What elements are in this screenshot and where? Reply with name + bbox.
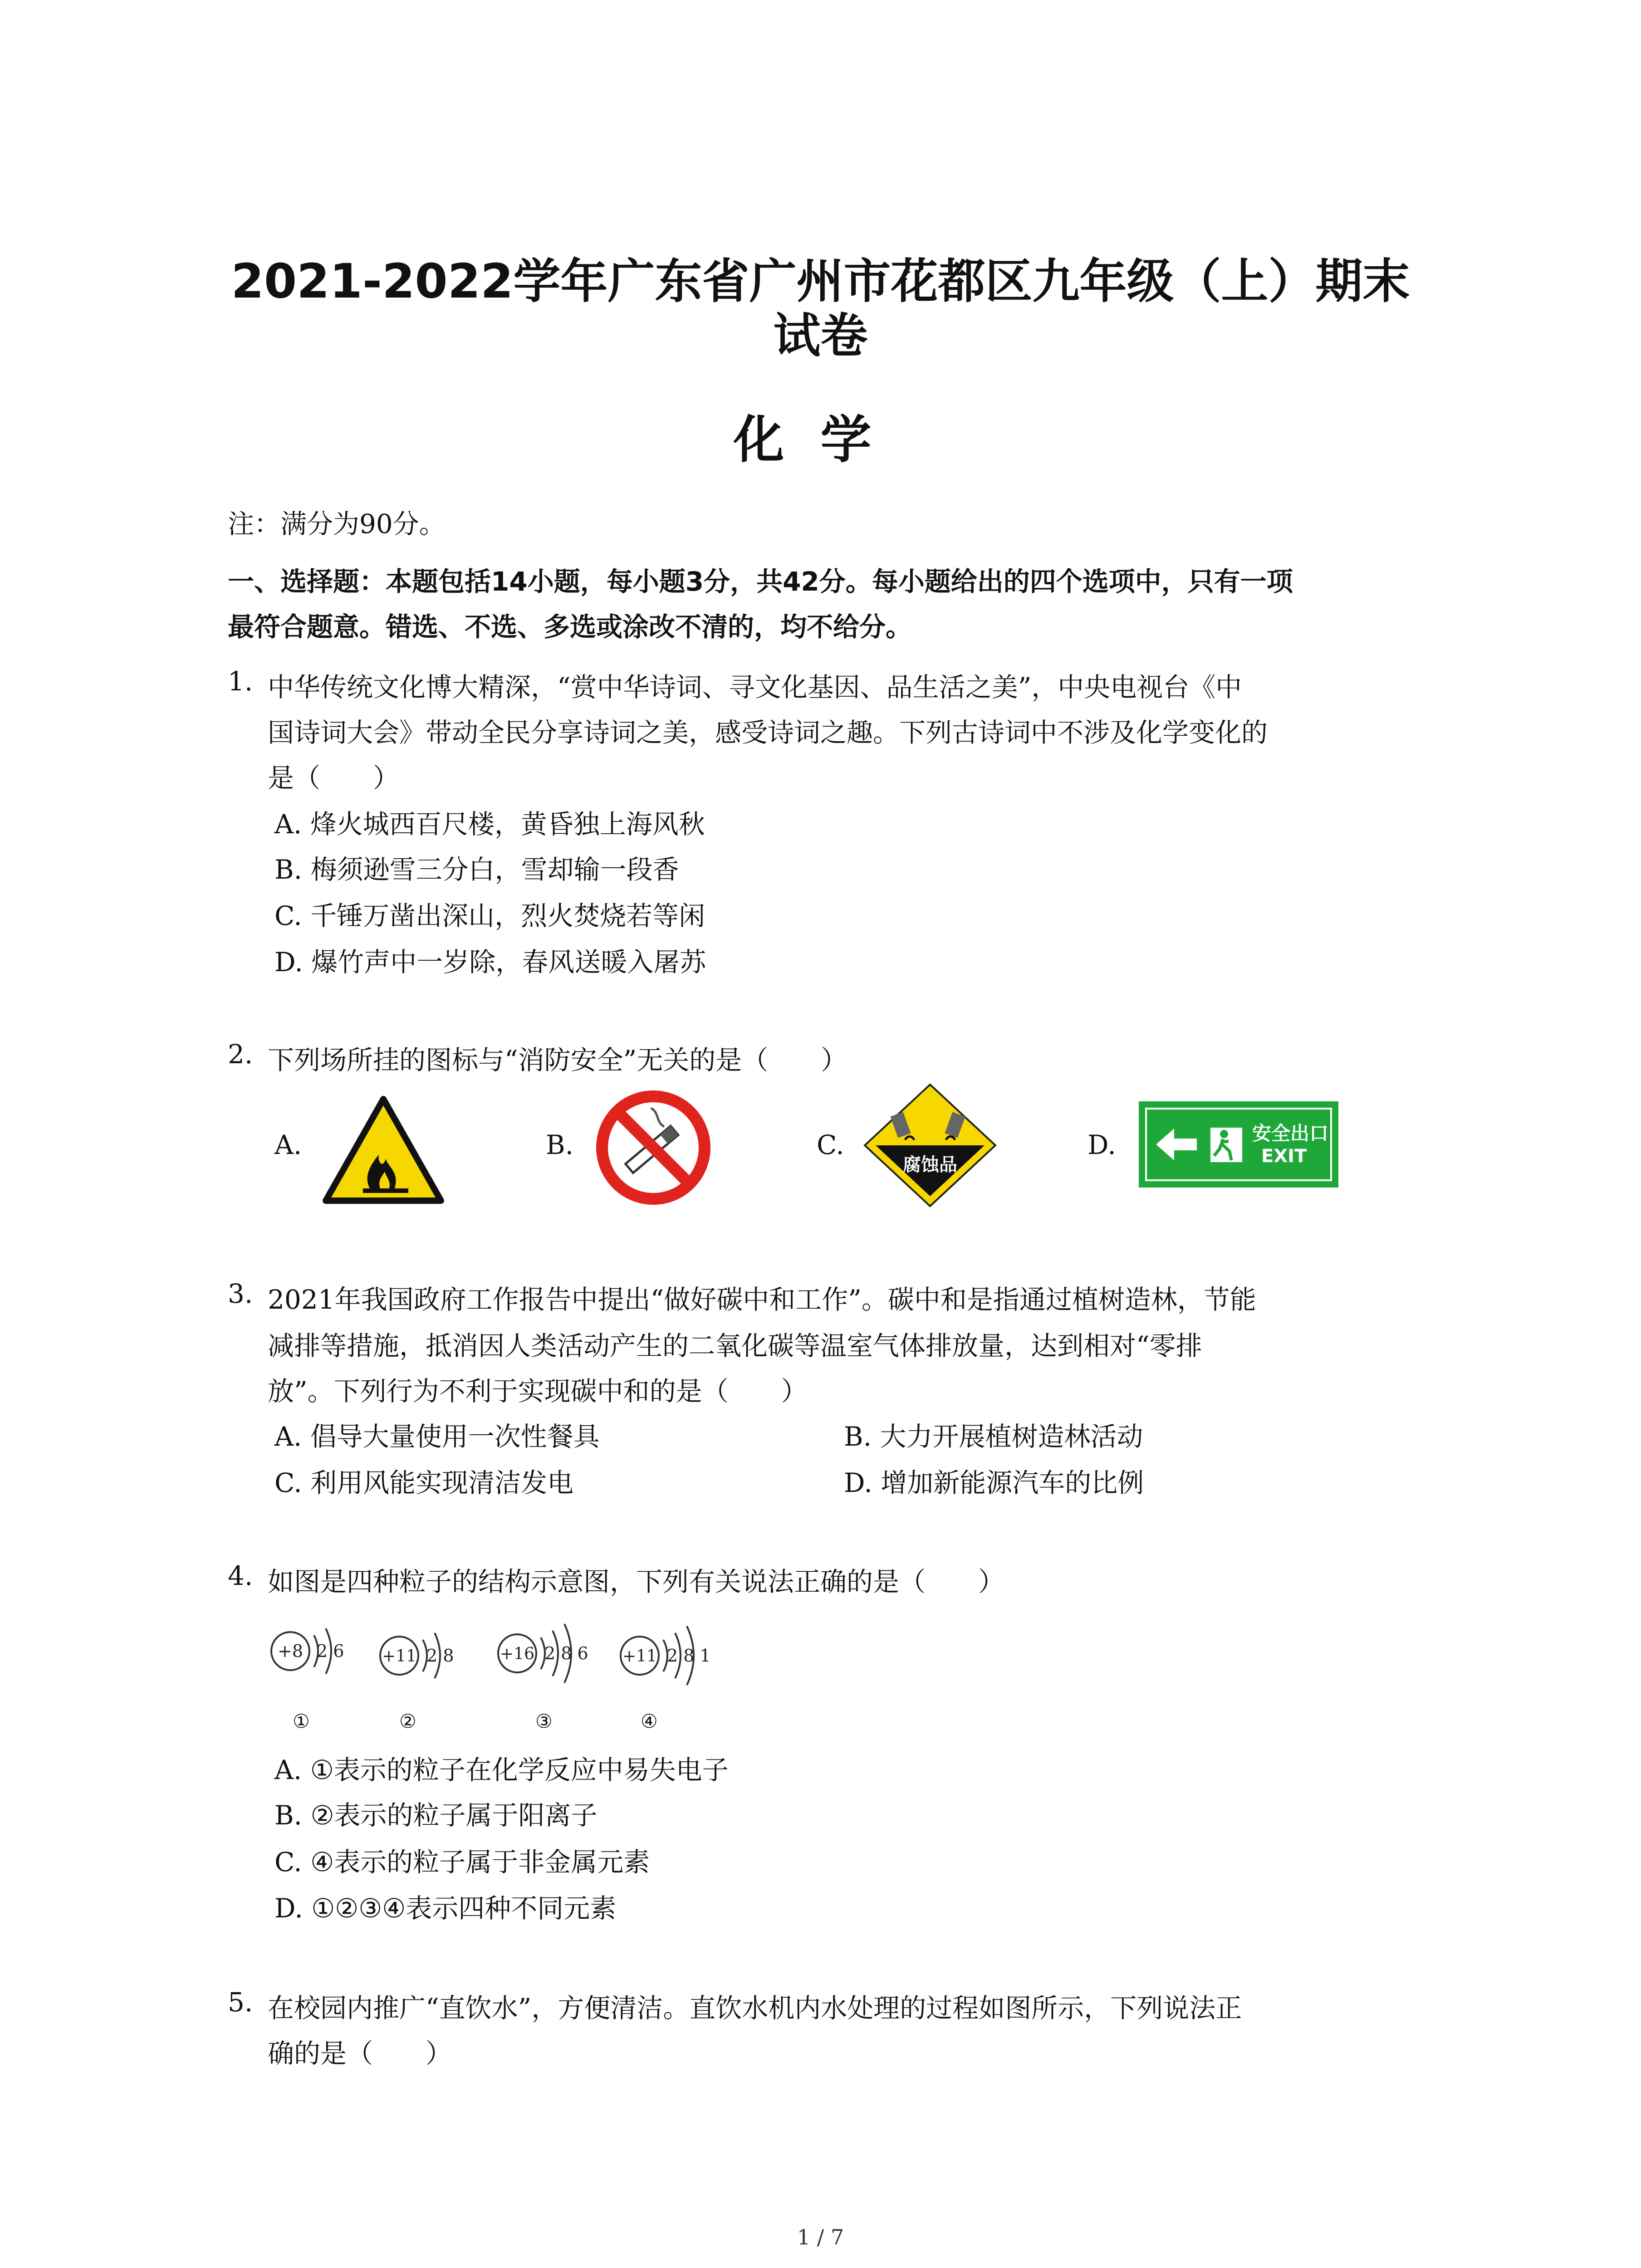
question-text-line: 确的是（ ） <box>268 2038 452 2069</box>
question-text-line: 如图是四种粒子的结构示意图，下列有关说法正确的是（ ） <box>268 1566 1005 1597</box>
question-text-line: 放”。下列行为不利于实现碳中和的是（ ） <box>268 1376 808 1407</box>
answer-option-a[interactable]: A. ①表示的粒子在化学反应中易失电子 <box>274 1755 729 1785</box>
question-number: 5. <box>228 1987 253 2018</box>
question-number: 4. <box>228 1560 253 1591</box>
svg-text:2 8 1: 2 8 1 <box>667 1646 711 1666</box>
svg-text:2 8 6: 2 8 6 <box>544 1643 588 1663</box>
answer-option-c[interactable]: C. ④表示的粒子属于非金属元素 <box>274 1847 650 1877</box>
exit-sign <box>1139 1101 1338 1188</box>
atom-label: ④ <box>641 1710 658 1732</box>
atom-label: ① <box>293 1710 310 1732</box>
question-text-line: 下列场所挂的图标与“消防安全”无关的是（ ） <box>268 1045 847 1075</box>
section-instructions-line2: 最符合题意。错选、不选、多选或涂改不清的，均不给分。 <box>228 611 912 642</box>
corrosive-hazard-icon <box>862 1082 998 1209</box>
question-text-line: 国诗词大会》带动全民分享诗词之美，感受诗词之趣。下列古诗词中不涉及化学变化的 <box>268 717 1268 748</box>
exam-title-line2: 试卷 <box>773 308 868 363</box>
page-number: 1 / 7 <box>797 2225 844 2249</box>
atom-label: ③ <box>535 1710 553 1732</box>
answer-option-d[interactable]: D. 爆竹声中一岁除，春风送暖入屠苏 <box>274 947 706 978</box>
question-text-line: 在校园内推广“直饮水”，方便清洁。直饮水机内水处理的过程如图所示，下列说法正 <box>268 1993 1242 2024</box>
answer-option-b[interactable]: B. <box>546 1129 574 1160</box>
question-text-line: 中华传统文化博大精深，“赏中华诗词、寻文化基因、品生活之美”，中央电视台《中 <box>268 672 1242 703</box>
answer-option-b[interactable]: B. 梅须逊雪三分白，雪却输一段香 <box>274 854 679 885</box>
question-text-line: 是（ ） <box>268 763 400 793</box>
answer-option-c[interactable]: C. 千锤万凿出深山，烈火焚烧若等闲 <box>274 900 705 931</box>
subject-heading: 化学 <box>733 411 908 469</box>
atom-nucleus: +8 <box>277 1641 304 1661</box>
question-number: 2. <box>228 1039 253 1070</box>
answer-option-a[interactable]: A. 烽火城西百尺楼，黄昏独上海风秋 <box>274 809 705 840</box>
question-number: 1. <box>228 666 253 697</box>
exit-chinese-text: 安全出口 <box>1252 1122 1329 1144</box>
corrosive-label: 腐蚀品 <box>903 1154 957 1175</box>
svg-text:+11: +11 <box>622 1647 657 1666</box>
answer-option-b[interactable]: B. ②表示的粒子属于阳离子 <box>274 1800 598 1831</box>
question-number: 3. <box>228 1278 253 1309</box>
answer-option-a[interactable]: A. <box>274 1129 302 1160</box>
section-instructions-line1: 一、选择题：本题包括14小题，每小题3分，共42分。每小题给出的四个选项中，只有一项 <box>228 566 1293 597</box>
svg-text:+11: +11 <box>382 1647 416 1666</box>
answer-option-c[interactable]: C. <box>817 1129 844 1160</box>
exit-arrow-icon <box>1156 1124 1247 1165</box>
no-smoking-icon <box>594 1089 712 1207</box>
atom-label: ② <box>399 1710 416 1732</box>
answer-option-b[interactable]: B. 大力开展植树造林活动 <box>844 1421 1143 1452</box>
score-note: 注：满分为90分。 <box>228 508 446 539</box>
answer-option-d[interactable]: D. ①②③④表示四种不同元素 <box>274 1893 617 1924</box>
answer-option-c[interactable]: C. 利用风能实现清洁发电 <box>274 1467 574 1498</box>
svg-text:2 6: 2 6 <box>317 1641 344 1661</box>
svg-text:+16: +16 <box>500 1645 534 1663</box>
svg-text:2 8: 2 8 <box>426 1646 454 1666</box>
answer-option-d[interactable]: D. <box>1087 1129 1116 1160</box>
exam-title-line1: 2021-2022学年广东省广州市花都区九年级（上）期末 <box>231 254 1410 309</box>
answer-option-d[interactable]: D. 增加新能源汽车的比例 <box>844 1467 1144 1498</box>
answer-option-a[interactable]: A. 倡导大量使用一次性餐具 <box>274 1421 600 1452</box>
exit-english-text: EXIT <box>1261 1146 1307 1167</box>
flammable-warning-icon <box>322 1095 445 1204</box>
question-text-line: 减排等措施，抵消因人类活动产生的二氧化碳等温室气体排放量，达到相对“零排 <box>268 1330 1202 1361</box>
particle-structure-diagram <box>263 1610 740 1701</box>
question-text-line: 2021年我国政府工作报告中提出“做好碳中和工作”。碳中和是指通过植树造林，节能 <box>268 1284 1256 1315</box>
